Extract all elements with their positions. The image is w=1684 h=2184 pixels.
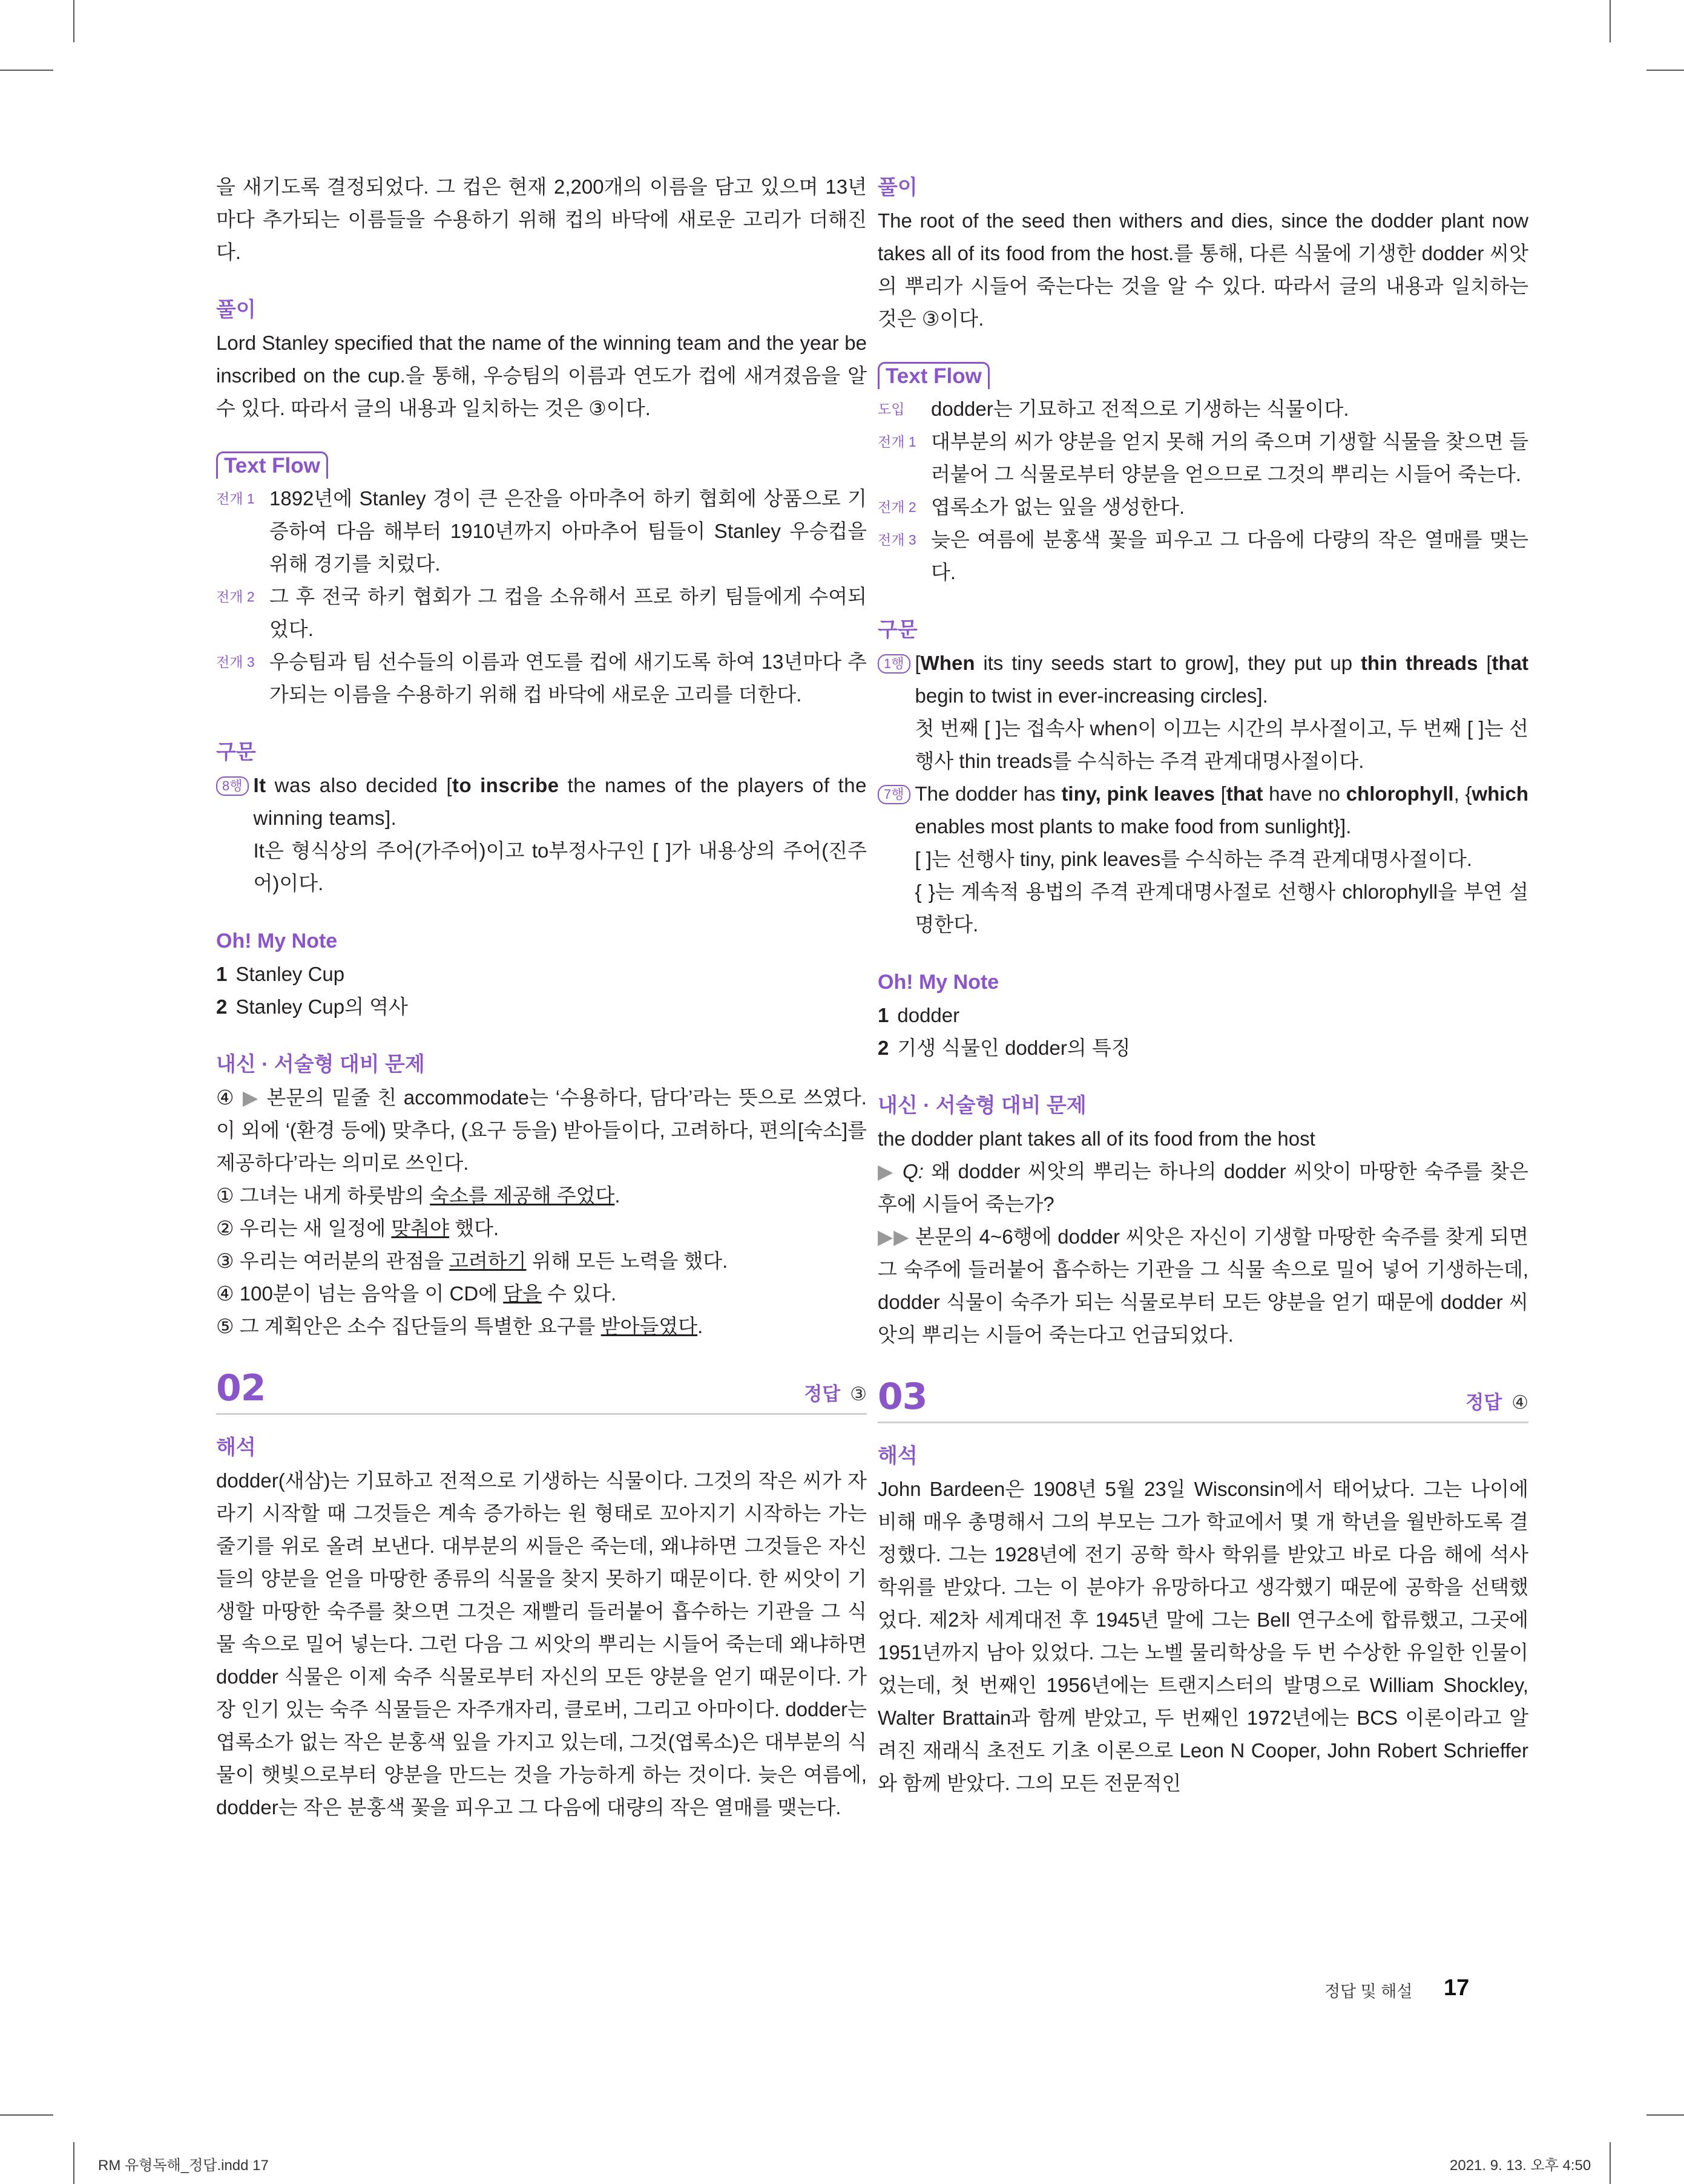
crop-mark [1646, 2114, 1684, 2116]
double-arrow-icon: ▶▶ [878, 1225, 910, 1248]
arrow-icon: ▶ [878, 1160, 895, 1182]
section-number: 03 [878, 1376, 927, 1418]
my-note-item: 1 dodder [878, 1004, 960, 1026]
text-flow-item [878, 523, 1528, 589]
translation-heading: 해석 [216, 1436, 256, 1459]
section-header [216, 1367, 867, 1415]
exam-question: ▶ Q: 왜 dodder 씨앗의 뿌리는 하나의 dodder 씨앗이 마땅한 숙주를 찾은 후에 시들어 죽는가? [878, 1160, 1528, 1215]
intro-continued: 을 새기도록 결정되었다. 그 컵은 현재 2,200개의 이름을 담고 있으며 13년마다 추가되는 이름들을 수용하기 위해 컵의 바닥에 새로운 고리가 더해진다. [216, 175, 867, 263]
arrow-icon: ▶ [242, 1086, 260, 1109]
text-flow-tag: 전개 1 [878, 434, 916, 450]
text-flow-list [878, 393, 1528, 589]
text-flow-tag: 도입 [878, 401, 905, 417]
crop-mark [0, 2114, 53, 2116]
my-note-item: 1 Stanley Cup [216, 963, 345, 985]
choice-item: ⑤ 그 계획안은 소수 집단들의 특별한 요구를 받아들였다. [216, 1315, 703, 1337]
section-header [878, 1376, 1528, 1423]
footer-label: 정답 및 해설 [1324, 1982, 1413, 2001]
line-badge: 7행 [878, 785, 910, 804]
text-flow-tag: 전개 3 [216, 654, 255, 670]
translation-text: John Bardeen은 1908년 5월 23일 Wisconsin에서 태어났다. 그는 나이에 비해 매우 총명해서 그의 부모는 그가 학교에서 몇 개 학년을 월반하도록 결정했다. 그는 1928년에 전기 공학 학사 학위를 받았고 바로 다음 해에 석사 학위를 받았다. 그는 이 분야가 유망하다고 생각했기 때문에 공학을 선택했었다. 제2차 세계대전 후 1945년 말에 그는 Bell 연구소에 합류했고, 그곳에 1951년까지 남아 있었다. 그는 노벨 물리학상을 두 번 수상한 유일한 인물이었는데, 첫 번째인 1956년에는 트랜지스터의 발명으로 William Shockley, Walter Brattain과 함께 받았고, 두 번째인 1972년에는 BCS 이론이라고 알려진 재래식 초전도 기초 이론으로 Leon N Cooper, John Robert Schrieffer와 함께 받았다. 그의 모든 전문적인 [878, 1478, 1528, 1794]
my-note-heading: Oh! My Note [878, 971, 999, 994]
syntax-note: 첫 번째 [ ]는 접속사 when이 이끄는 시간의 부사절이고, 두 번째 [ ]는 선행사 thin treads를 수식하는 주격 관계대명사절이다. [915, 717, 1528, 772]
choice-item: ③ 우리는 여러분의 관점을 고려하기 위해 모든 노력을 했다. [216, 1250, 728, 1272]
text-flow-text: dodder는 기묘하고 전적으로 기생하는 식물이다. [931, 398, 1349, 420]
text-flow-item [878, 393, 1528, 425]
crop-mark [0, 70, 53, 71]
text-flow-label: Text Flow [216, 451, 328, 479]
choice-item: ④ 100분이 넘는 음악을 이 CD에 담을 수 있다. [216, 1282, 617, 1305]
text-flow-label: Text Flow [878, 362, 990, 389]
solution-text: Lord Stanley specified that the name of the winning team and the year be inscribed on the cup.을 통해, 우승팀의 이름과 연도가 컵에 새겨졌음을 알 수 있다. 따라서 글의 내용과 일치하는 것은 ③이다. [216, 332, 867, 419]
crop-mark [1610, 0, 1611, 42]
solution-heading: 풀이 [216, 298, 256, 321]
right-column [878, 171, 1528, 1800]
syntax-item [878, 647, 1528, 778]
text-flow-tag: 전개 1 [216, 491, 255, 507]
text-flow-item [878, 491, 1528, 523]
crop-mark [73, 0, 74, 42]
answer-key: 정답 ③ [804, 1383, 867, 1405]
text-flow-tag: 전개 3 [878, 532, 916, 548]
text-flow-item [216, 580, 867, 646]
translation-text: dodder(새삼)는 기묘하고 전적으로 기생하는 식물이다. 그것의 작은 씨가 자라기 시작할 때 그것들은 계속 증가하는 원 형태로 꼬아지기 시작하는 가는 줄기를 위로 올려 보낸다. 대부분의 씨들은 죽는데, 왜냐하면 그것들은 자신들의 양분을 얻을 마땅한 종류의 식물을 찾지 못하기 때문이다. 한 씨앗이 기생할 마땅한 숙주를 찾으면 그것은 재빨리 들러붙어 흡수하는 기관을 그 식물 속으로 밀어 넣는다. 그런 다음 그 씨앗의 뿌리는 시들어 죽는데 왜냐하면 dodder 식물은 이제 숙주 식물로부터 자신의 모든 양분을 얻기 때문이다. 가장 인기 있는 숙주 식물들은 자주개자리, 클로버, 그리고 아마이다. dodder는 엽록소가 없는 작은 분홍색 잎을 가지고 있는데, 그것(엽록소)은 대부분의 식물이 햇빛으로부터 양분을 만드는 것을 가능하게 하는 것이다. 늦은 여름에, dodder는 작은 분홍색 꽃을 피우고 그 다음에 대량의 작은 열매를 맺는다. [216, 1469, 867, 1818]
text-flow-text: 엽록소가 없는 잎을 생성한다. [931, 496, 1185, 518]
text-flow-text: 대부분의 씨가 양분을 얻지 못해 거의 죽으며 기생할 식물을 찾으면 들러붙어 그 식물로부터 양분을 얻으므로 그것의 뿌리는 시들어 죽는다. [931, 430, 1528, 485]
text-flow-text: 그 후 전국 하키 협회가 그 컵을 소유해서 프로 하키 팀들에게 수여되었다. [269, 585, 867, 640]
my-note-heading: Oh! My Note [216, 930, 338, 953]
text-flow-text: 우승팀과 팀 선수들의 이름과 연도를 컵에 새기도록 하여 13년마다 추가되는 이름을 수용하기 위해 컵 바닥에 새로운 고리를 더한다. [269, 651, 867, 706]
line-badge: 8행 [216, 776, 249, 796]
crop-mark [1610, 2142, 1611, 2184]
text-flow-item [216, 482, 867, 580]
exam-prep-heading: 내신 · 서술형 대비 문제 [878, 1094, 1087, 1117]
text-flow-item [216, 646, 867, 711]
left-column [216, 171, 867, 1824]
exam-prep-heading: 내신 · 서술형 대비 문제 [216, 1053, 425, 1076]
text-flow-text: 1892년에 Stanley 경이 큰 은잔을 아마추어 하키 협회에 상품으로 기증하여 다음 해부터 1910년까지 아마추어 팀들이 Stanley 우승컵을 위해 경기를 치렀다. [269, 487, 867, 575]
syntax-note: It은 형식상의 주어(가주어)이고 to부정사구인 [ ]가 내용상의 주어(진주어)이다. [253, 839, 867, 894]
syntax-item [216, 769, 867, 900]
crop-mark [1646, 70, 1684, 71]
crop-mark [73, 2142, 74, 2184]
syntax-note: { }는 계속적 용법의 주격 관계대명사절로 선행사 chlorophyll을 부연 설명한다. [915, 880, 1528, 936]
section-number: 02 [216, 1367, 266, 1409]
syntax-heading: 구문 [216, 741, 256, 764]
print-slug-date: 2021. 9. 13. 오후 4:50 [1450, 2157, 1591, 2174]
solution-text: The root of the seed then withers and dies, since the dodder plant now takes all of its food from the host.를 통해, 다른 식물에 기생한 dodder 씨앗의 뿌리가 시들어 죽는다는 것을 알 수 있다. 따라서 글의 내용과 일치하는 것은 ③이다. [878, 209, 1528, 330]
text-flow-tag: 전개 2 [216, 589, 255, 605]
syntax-sentence: The dodder has tiny, pink leaves [that have no chlorophyll, {which enables most plants to make food from sunlight}]. [915, 782, 1528, 838]
exam-explanation: ④ ▶ 본문의 밑줄 친 accommodate는 ‘수용하다, 담다’라는 뜻으로 쓰였다. 이 외에 ‘(환경 등에) 맞추다, (요구 등을) 받아들이다, 고려하다, 편의[숙소]를 제공하다’라는 의미로 쓰인다. [216, 1086, 867, 1174]
exam-explanation: ▶▶ 본문의 4~6행에 dodder 씨앗은 자신이 기생할 마땅한 숙주를 찾게 되면 그 숙주에 들러붙어 흡수하는 기관을 그 식물 속으로 밀어 넣어 기생하는데, dodder 식물이 숙주가 되는 식물로부터 모든 양분을 얻기 때문에 dodder 씨앗의 뿌리는 시들어 죽는다고 언급되었다. [878, 1225, 1528, 1346]
translation-heading: 해석 [878, 1445, 918, 1467]
solution-heading: 풀이 [878, 176, 918, 199]
page-number: 17 [1444, 1975, 1470, 2001]
text-flow-list [216, 482, 867, 711]
text-flow-text: 늦은 여름에 분홍색 꽃을 피우고 그 다음에 다량의 작은 열매를 맺는다. [931, 528, 1528, 583]
line-badge: 1행 [878, 654, 910, 674]
print-slug-file: RM 유형독해_정답.indd 17 [98, 2157, 269, 2174]
syntax-sentence: [When its tiny seeds start to grow], they put up thin threads [that begin to twist in ever-increasing circles]. [915, 652, 1528, 707]
text-flow-item [878, 425, 1528, 491]
syntax-heading: 구문 [878, 618, 918, 641]
my-note-item: 2 기생 식물인 dodder의 특징 [878, 1037, 1131, 1059]
choice-item: ② 우리는 새 일정에 맞춰야 했다. [216, 1217, 499, 1239]
exam-answer: the dodder plant takes all of its food from the host [878, 1127, 1315, 1150]
text-flow-tag: 전개 2 [878, 499, 916, 515]
my-note-item: 2 Stanley Cup의 역사 [216, 995, 408, 1018]
syntax-item [878, 778, 1528, 941]
syntax-note: [ ]는 선행사 tiny, pink leaves를 수식하는 주격 관계대명사절이다. [915, 848, 1473, 870]
answer-key: 정답 ④ [1465, 1392, 1528, 1413]
choice-item: ① 그녀는 내게 하룻밤의 숙소를 제공해 주었다. [216, 1184, 620, 1207]
syntax-sentence: It was also decided [to inscribe the names of the players of the winning teams]. [253, 774, 867, 829]
